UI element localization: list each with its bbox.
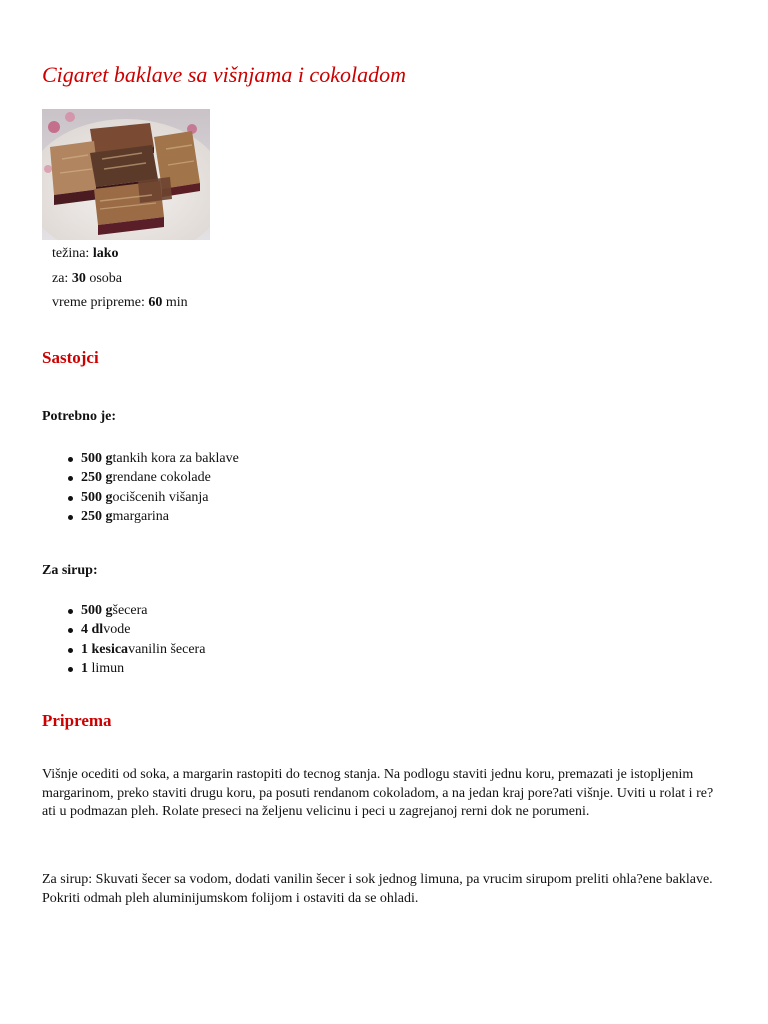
ingredient-amount: 250 g xyxy=(81,508,113,524)
ingredient-name: ocišcenih višanja xyxy=(112,489,209,505)
ingredient-item xyxy=(81,488,239,507)
ingredient-amount: 1 xyxy=(81,660,88,676)
prep-time-value: 60 xyxy=(148,295,163,310)
ingredient-amount: 500 g xyxy=(81,451,113,466)
syrup-paragraph: Za sirup: Skuvati šecer sa vodom, dodati vanilin šecer i sok jednog limuna, pa vrucim sirupom preliti ohla?ene baklave. Pokriti odmah pleh aluminijumskom folijom i ostaviti da se ohladi. xyxy=(42,872,713,906)
ingredient-name: limun xyxy=(88,660,125,676)
recipe-meta xyxy=(52,244,188,318)
difficulty-value: lako xyxy=(92,246,119,261)
recipe-title: Cigaret baklave sa višnjama i cokoladom xyxy=(42,62,406,87)
ingredient-item xyxy=(81,507,239,526)
ingredient-group-title: Potrebno je: xyxy=(42,409,116,424)
servings-value: 30 xyxy=(71,270,86,286)
servings-label: za: xyxy=(52,270,69,286)
ingredient-name: margarina xyxy=(112,508,169,524)
ingredient-item xyxy=(81,620,205,639)
preparation-heading: Priprema xyxy=(42,711,112,730)
preparation-paragraph: Višnje oceditі od soka, a margarin rastopiti do tecnog stanja. Na podlogu staviti jednu koru, premazati je istopljenim margarinom, preko staviti drugu koru, pa posuti rendanom cokoladom, a na jedan kraj pore?ati višnje. Uviti u rolat i re?ati u podmazan pleh. Rolate preseci na željenu velicinu i peci u zagrejanoj rerni dok ne porumeni. xyxy=(42,767,714,819)
ingredient-item xyxy=(81,659,205,678)
ingredient-name: vode xyxy=(103,622,131,638)
prep-time-unit: min xyxy=(165,295,188,310)
difficulty-label: težina: xyxy=(52,246,90,261)
recipe-photo xyxy=(42,109,210,240)
servings-line xyxy=(52,269,188,294)
ingredient-list xyxy=(42,449,239,526)
servings-unit: osoba xyxy=(89,270,122,286)
ingredient-list xyxy=(42,601,205,678)
ingredient-item xyxy=(81,601,205,620)
ingredient-name: rendane cokolade xyxy=(112,470,211,486)
ingredient-name: vanilin šecera xyxy=(128,641,206,657)
ingredient-amount: 500 g xyxy=(81,489,113,505)
difficulty-line xyxy=(52,244,188,269)
prep-time-line xyxy=(52,293,188,318)
ingredient-name: šecera xyxy=(112,603,148,618)
ingredient-item xyxy=(81,640,205,659)
ingredient-name: tankih kora za baklave xyxy=(112,451,239,466)
ingredients-heading: Sastojci xyxy=(42,348,99,367)
ingredient-item xyxy=(81,468,239,487)
ingredient-item xyxy=(81,449,239,468)
ingredient-amount: 250 g xyxy=(81,470,113,486)
ingredient-amount: 500 g xyxy=(81,603,113,618)
ingredient-group-title: Za sirup: xyxy=(42,563,98,578)
ingredient-amount: 1 kesica xyxy=(81,641,129,657)
prep-time-label: vreme pripreme: xyxy=(52,295,145,310)
ingredient-amount: 4 dl xyxy=(81,622,104,638)
